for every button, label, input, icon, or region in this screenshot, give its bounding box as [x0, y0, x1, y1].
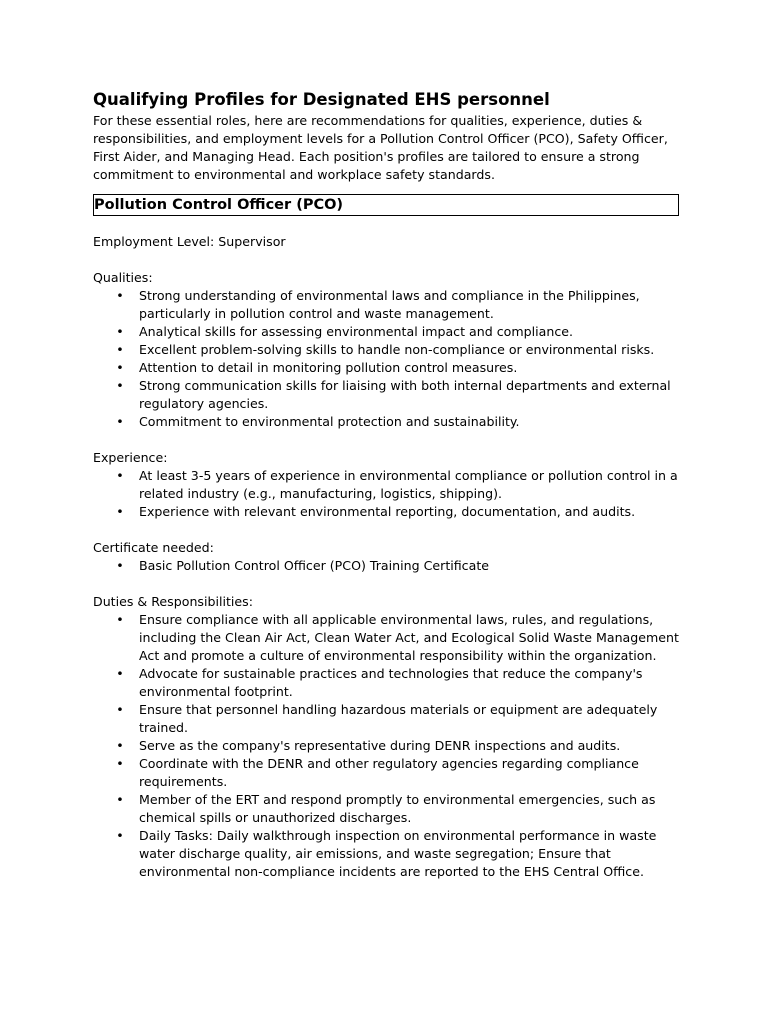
list-item	[93, 737, 683, 755]
list-item-text: Advocate for sustainable practices and technologies that reduce the company's environmental footprint.	[139, 666, 643, 699]
list-item-text: Strong understanding of environmental laws and compliance in the Philippines, particularly in pollution control and waste management.	[139, 288, 640, 321]
list-item-text: Excellent problem-solving skills to handle non-compliance or environmental risks.	[139, 342, 655, 357]
list-item-text: At least 3-5 years of experience in environmental compliance or pollution control in a related industry (e.g., manufacturing, logistics, shipping).	[139, 468, 678, 501]
list-item-text: Strong communication skills for liaising with both internal departments and external regulatory agencies.	[139, 378, 671, 411]
list-item	[93, 341, 683, 359]
list-item	[93, 467, 683, 503]
bullet-icon: •	[116, 504, 124, 519]
bullet-icon: •	[116, 414, 124, 429]
bullet-icon: •	[116, 378, 124, 393]
bullet-icon: •	[116, 324, 124, 339]
list-item-text: Analytical skills for assessing environmental impact and compliance.	[139, 324, 573, 339]
list-item	[93, 665, 683, 701]
bullet-icon: •	[116, 828, 124, 843]
list-item	[93, 377, 683, 413]
intro-paragraph: For these essential roles, here are recommendations for qualities, experience, duties & responsibilities, and employment levels for a Pollution Control Officer (PCO), Safety Officer, First Aider, and Managing Head. Each position's profiles are tailored to ensure a strong commitment to environmental and workplace safety standards.	[93, 113, 668, 182]
bullet-icon: •	[116, 756, 124, 771]
experience-list	[93, 467, 683, 521]
certificate-heading: Certificate needed:	[93, 540, 214, 555]
list-item	[93, 323, 683, 341]
bullet-icon: •	[116, 702, 124, 717]
experience-heading: Experience:	[93, 450, 168, 465]
document-page	[93, 90, 683, 881]
list-item	[93, 287, 683, 323]
list-item-text: Attention to detail in monitoring pollution control measures.	[139, 360, 518, 375]
qualities-heading: Qualities:	[93, 270, 153, 285]
bullet-icon: •	[116, 558, 124, 573]
list-item	[93, 701, 683, 737]
list-item-text: Experience with relevant environmental reporting, documentation, and audits.	[139, 504, 636, 519]
list-item	[93, 557, 683, 575]
list-item-text: Ensure that personnel handling hazardous materials or equipment are adequately trained.	[139, 702, 658, 735]
bullet-icon: •	[116, 666, 124, 681]
list-item-text: Coordinate with the DENR and other regulatory agencies regarding compliance requirements.	[139, 756, 639, 789]
employment-level: Employment Level: Supervisor	[93, 234, 286, 249]
list-item	[93, 359, 683, 377]
list-item-text: Basic Pollution Control Officer (PCO) Training Certificate	[139, 558, 490, 573]
bullet-icon: •	[116, 288, 124, 303]
list-item-text: Member of the ERT and respond promptly to environmental emergencies, such as chemical spills or unauthorized discharges.	[139, 792, 656, 825]
certificate-list	[93, 557, 683, 575]
bullet-icon: •	[116, 792, 124, 807]
list-item	[93, 503, 683, 521]
list-item-text: Commitment to environmental protection and sustainability.	[139, 414, 520, 429]
duties-heading: Duties & Responsibilities:	[93, 594, 253, 609]
list-item-text: Daily Tasks: Daily walkthrough inspection on environmental performance in waste water discharge quality, air emissions, and waste segregation; Ensure that environmental non-compliance incidents are reported to the EHS Central Office.	[139, 828, 657, 879]
list-item	[93, 413, 683, 431]
bullet-icon: •	[116, 468, 124, 483]
list-item	[93, 791, 683, 827]
bullet-icon: •	[116, 342, 124, 357]
section-header-box	[93, 194, 679, 216]
bullet-icon: •	[116, 738, 124, 753]
bullet-icon: •	[116, 360, 124, 375]
list-item	[93, 755, 683, 791]
document-title: Qualifying Profiles for Designated EHS personnel	[93, 90, 550, 109]
bullet-icon: •	[116, 612, 124, 627]
qualities-list	[93, 287, 683, 431]
duties-list	[93, 611, 683, 881]
list-item-text: Serve as the company's representative during DENR inspections and audits.	[139, 738, 621, 753]
list-item-text: Ensure compliance with all applicable environmental laws, rules, and regulations, including the Clean Air Act, Clean Water Act, and Ecological Solid Waste Management Act and promote a culture of environmental responsibility within the organization.	[139, 612, 679, 663]
section-title: Pollution Control Officer (PCO)	[94, 197, 344, 213]
list-item	[93, 611, 683, 665]
list-item	[93, 827, 683, 881]
